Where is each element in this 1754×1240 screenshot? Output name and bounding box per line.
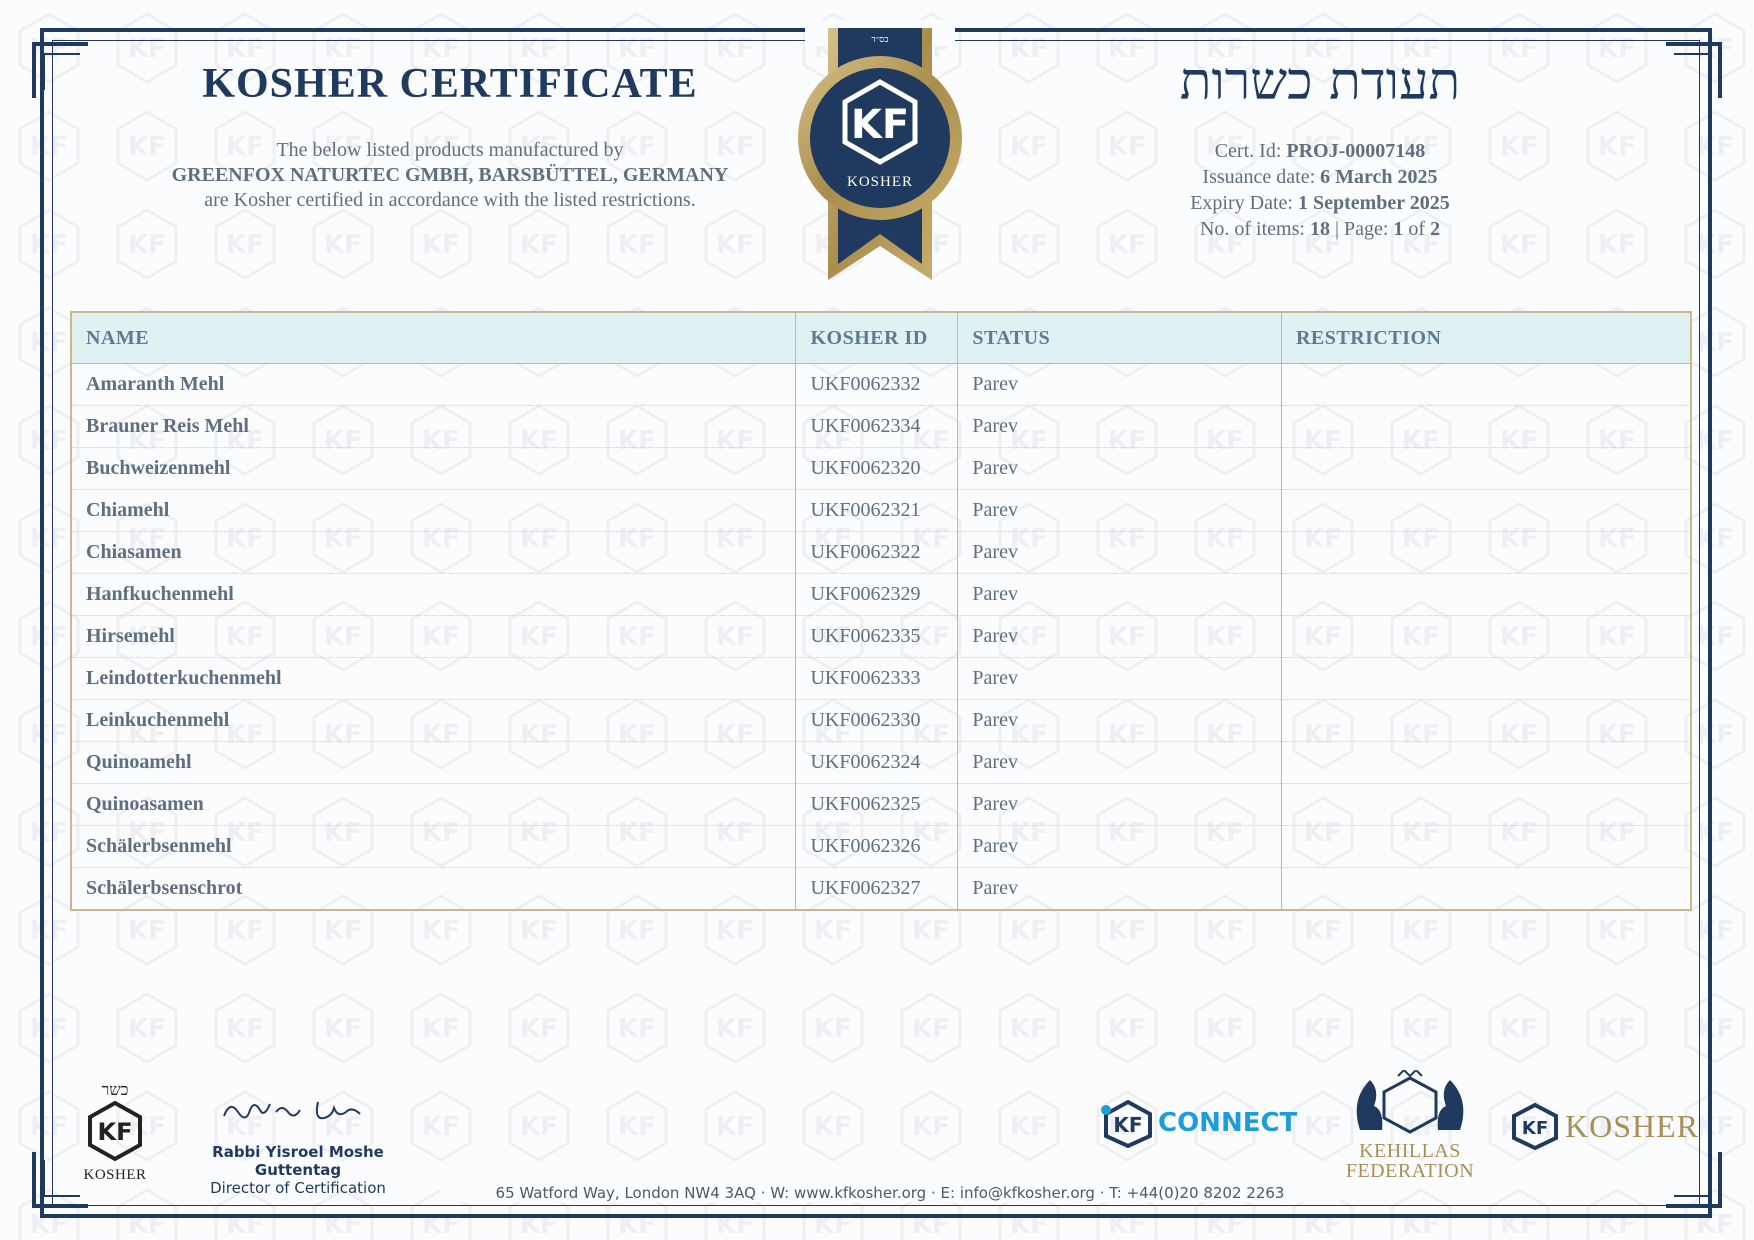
- issuance-date-value: 6 March 2025: [1320, 166, 1438, 188]
- intro-text: [110, 138, 790, 213]
- products-table-body: [71, 364, 1691, 911]
- kf-connect-icon: [1098, 1096, 1156, 1148]
- kosher-id-cell: UKF0062329: [796, 574, 958, 616]
- page-current-value: 1: [1393, 218, 1404, 240]
- expiry-date-value: 1 September 2025: [1297, 192, 1450, 214]
- status-cell: Parev: [958, 574, 1282, 616]
- restriction-cell: [1281, 406, 1691, 448]
- table-row: [71, 700, 1691, 742]
- product-name-cell: Hirsemehl: [71, 616, 796, 658]
- signatory-name: Rabbi Yisroel Moshe Guttentag: [212, 1143, 384, 1179]
- signature-block: [168, 1094, 428, 1197]
- status-cell: Parev: [958, 364, 1282, 406]
- table-row: [71, 490, 1691, 532]
- product-name-cell: Chiamehl: [71, 490, 796, 532]
- restriction-cell: [1281, 616, 1691, 658]
- product-name-cell: Leindotterkuchenmehl: [71, 658, 796, 700]
- kf-kosher-seal: [790, 28, 970, 288]
- items-count-value: 18: [1309, 218, 1330, 240]
- hebrew-title: תעודת כשרות: [1179, 52, 1461, 112]
- product-name-cell: Schälerbsenmehl: [71, 826, 796, 868]
- kosher-id-cell: UKF0062333: [796, 658, 958, 700]
- kf-connect-text: CONNECT: [1158, 1108, 1298, 1138]
- status-cell: Parev: [958, 406, 1282, 448]
- status-cell: Parev: [958, 700, 1282, 742]
- product-name-cell: Quinoasamen: [71, 784, 796, 826]
- kosher-id-cell: UKF0062321: [796, 490, 958, 532]
- kosher-id-cell: UKF0062322: [796, 532, 958, 574]
- restriction-cell: [1281, 574, 1691, 616]
- kosher-small-label: KOSHER: [83, 1167, 147, 1183]
- status-cell: Parev: [958, 532, 1282, 574]
- restriction-cell: [1281, 448, 1691, 490]
- status-cell: Parev: [958, 448, 1282, 490]
- restriction-cell: [1281, 868, 1691, 911]
- restriction-cell: [1281, 658, 1691, 700]
- svg-text:KF: KF: [1521, 1118, 1549, 1139]
- expiry-row: Expiry Date: 1 September 2025: [1190, 192, 1450, 214]
- seal-top-text: בס״ד: [871, 35, 889, 45]
- signatory-role: Director of Certification: [210, 1179, 386, 1197]
- restriction-cell: [1281, 742, 1691, 784]
- kosher-id-cell: UKF0062326: [796, 826, 958, 868]
- restriction-cell: [1281, 490, 1691, 532]
- issuance-row: Issuance date: 6 March 2025: [1202, 166, 1438, 188]
- status-cell: Parev: [958, 490, 1282, 532]
- intro-line-3: are Kosher certified in accordance with the listed restrictions.: [204, 189, 696, 211]
- kosher-id-cell: UKF0062330: [796, 700, 958, 742]
- contact-address: 65 Watford Way, London NW4 3AQ · W: www.kfkosher.org · E: info@kfkosher.org · T: +44(0)20 8202 2263: [440, 1184, 1340, 1202]
- kosher-hebrew-label: כשר: [101, 1080, 129, 1099]
- restriction-cell: [1281, 700, 1691, 742]
- seal-label: KOSHER: [846, 174, 914, 190]
- status-cell: Parev: [958, 658, 1282, 700]
- page-total-value: 2: [1430, 218, 1441, 240]
- table-row: [71, 616, 1691, 658]
- kosher-id-cell: UKF0062335: [796, 616, 958, 658]
- column-header-name: NAME: [71, 312, 796, 364]
- products-table: [70, 311, 1692, 911]
- status-cell: Parev: [958, 742, 1282, 784]
- kosher-id-cell: UKF0062320: [796, 448, 958, 490]
- kf-hexagon-icon: [84, 1100, 146, 1162]
- status-cell: Parev: [958, 868, 1282, 911]
- table-row: [71, 742, 1691, 784]
- kf-kosher-text: KOSHER: [1565, 1108, 1700, 1144]
- kf-hexagon-icon: [1510, 1102, 1560, 1150]
- kehillas-line-2: FEDERATION: [1345, 1160, 1475, 1182]
- table-row: [71, 406, 1691, 448]
- table-row: [71, 868, 1691, 911]
- table-row: [71, 826, 1691, 868]
- product-name-cell: Quinoamehl: [71, 742, 796, 784]
- kosher-id-cell: UKF0062324: [796, 742, 958, 784]
- column-header-kosher-id: KOSHER ID: [796, 312, 958, 364]
- kf-kosher-small-logo: [82, 1080, 148, 1184]
- svg-text:KF: KF: [97, 1118, 133, 1146]
- column-header-status: STATUS: [958, 312, 1282, 364]
- certificate-details: [1120, 138, 1520, 242]
- column-header-restriction: RESTRICTION: [1281, 312, 1691, 364]
- items-page-row: No. of items: 18 | Page: 1 of 2: [1199, 218, 1441, 240]
- product-name-cell: Chiasamen: [71, 532, 796, 574]
- status-cell: Parev: [958, 616, 1282, 658]
- kosher-id-cell: UKF0062327: [796, 868, 958, 911]
- corner-ornament-top-right: [1664, 40, 1724, 100]
- restriction-cell: [1281, 784, 1691, 826]
- product-name-cell: Buchweizenmehl: [71, 448, 796, 490]
- table-row: [71, 658, 1691, 700]
- kehillas-crest-icon: [1340, 1070, 1480, 1136]
- restriction-cell: [1281, 826, 1691, 868]
- seal-logo-text: KF: [850, 102, 910, 148]
- table-header-row: [71, 312, 1691, 364]
- table-row: [71, 532, 1691, 574]
- product-name-cell: Leinkuchenmehl: [71, 700, 796, 742]
- intro-line-1: The below listed products manufactured by: [276, 139, 624, 161]
- restriction-cell: [1281, 364, 1691, 406]
- kehillas-line-1: KEHILLAS: [1359, 1140, 1461, 1162]
- product-name-cell: Hanfkuchenmehl: [71, 574, 796, 616]
- corner-ornament-bottom-right: [1664, 1150, 1724, 1210]
- table-row: [71, 574, 1691, 616]
- company-name: GREENFOX NATURTEC GMBH, BARSBÜTTEL, GERMANY: [171, 164, 729, 186]
- certificate-title: KOSHER CERTIFICATE: [202, 61, 698, 107]
- status-cell: Parev: [958, 826, 1282, 868]
- product-name-cell: Schälerbsenschrot: [71, 868, 796, 911]
- kf-kosher-logo: [1510, 1102, 1698, 1150]
- table-row: [71, 364, 1691, 406]
- kosher-id-cell: UKF0062334: [796, 406, 958, 448]
- cert-id-row: Cert. Id: PROJ-00007148: [1214, 140, 1426, 162]
- product-name-cell: Brauner Reis Mehl: [71, 406, 796, 448]
- corner-ornament-top-left: [30, 40, 90, 100]
- restriction-cell: [1281, 532, 1691, 574]
- kosher-id-cell: UKF0062325: [796, 784, 958, 826]
- table-row: [71, 784, 1691, 826]
- kehillas-federation-logo: [1330, 1070, 1490, 1181]
- handwritten-signature: [218, 1094, 378, 1128]
- kf-connect-logo: [1098, 1096, 1308, 1148]
- cert-id-value: PROJ-00007148: [1286, 140, 1426, 162]
- corner-ornament-bottom-left: [30, 1150, 90, 1210]
- table-row: [71, 448, 1691, 490]
- kosher-id-cell: UKF0062332: [796, 364, 958, 406]
- svg-text:KF: KF: [1113, 1113, 1143, 1137]
- status-cell: Parev: [958, 784, 1282, 826]
- product-name-cell: Amaranth Mehl: [71, 364, 796, 406]
